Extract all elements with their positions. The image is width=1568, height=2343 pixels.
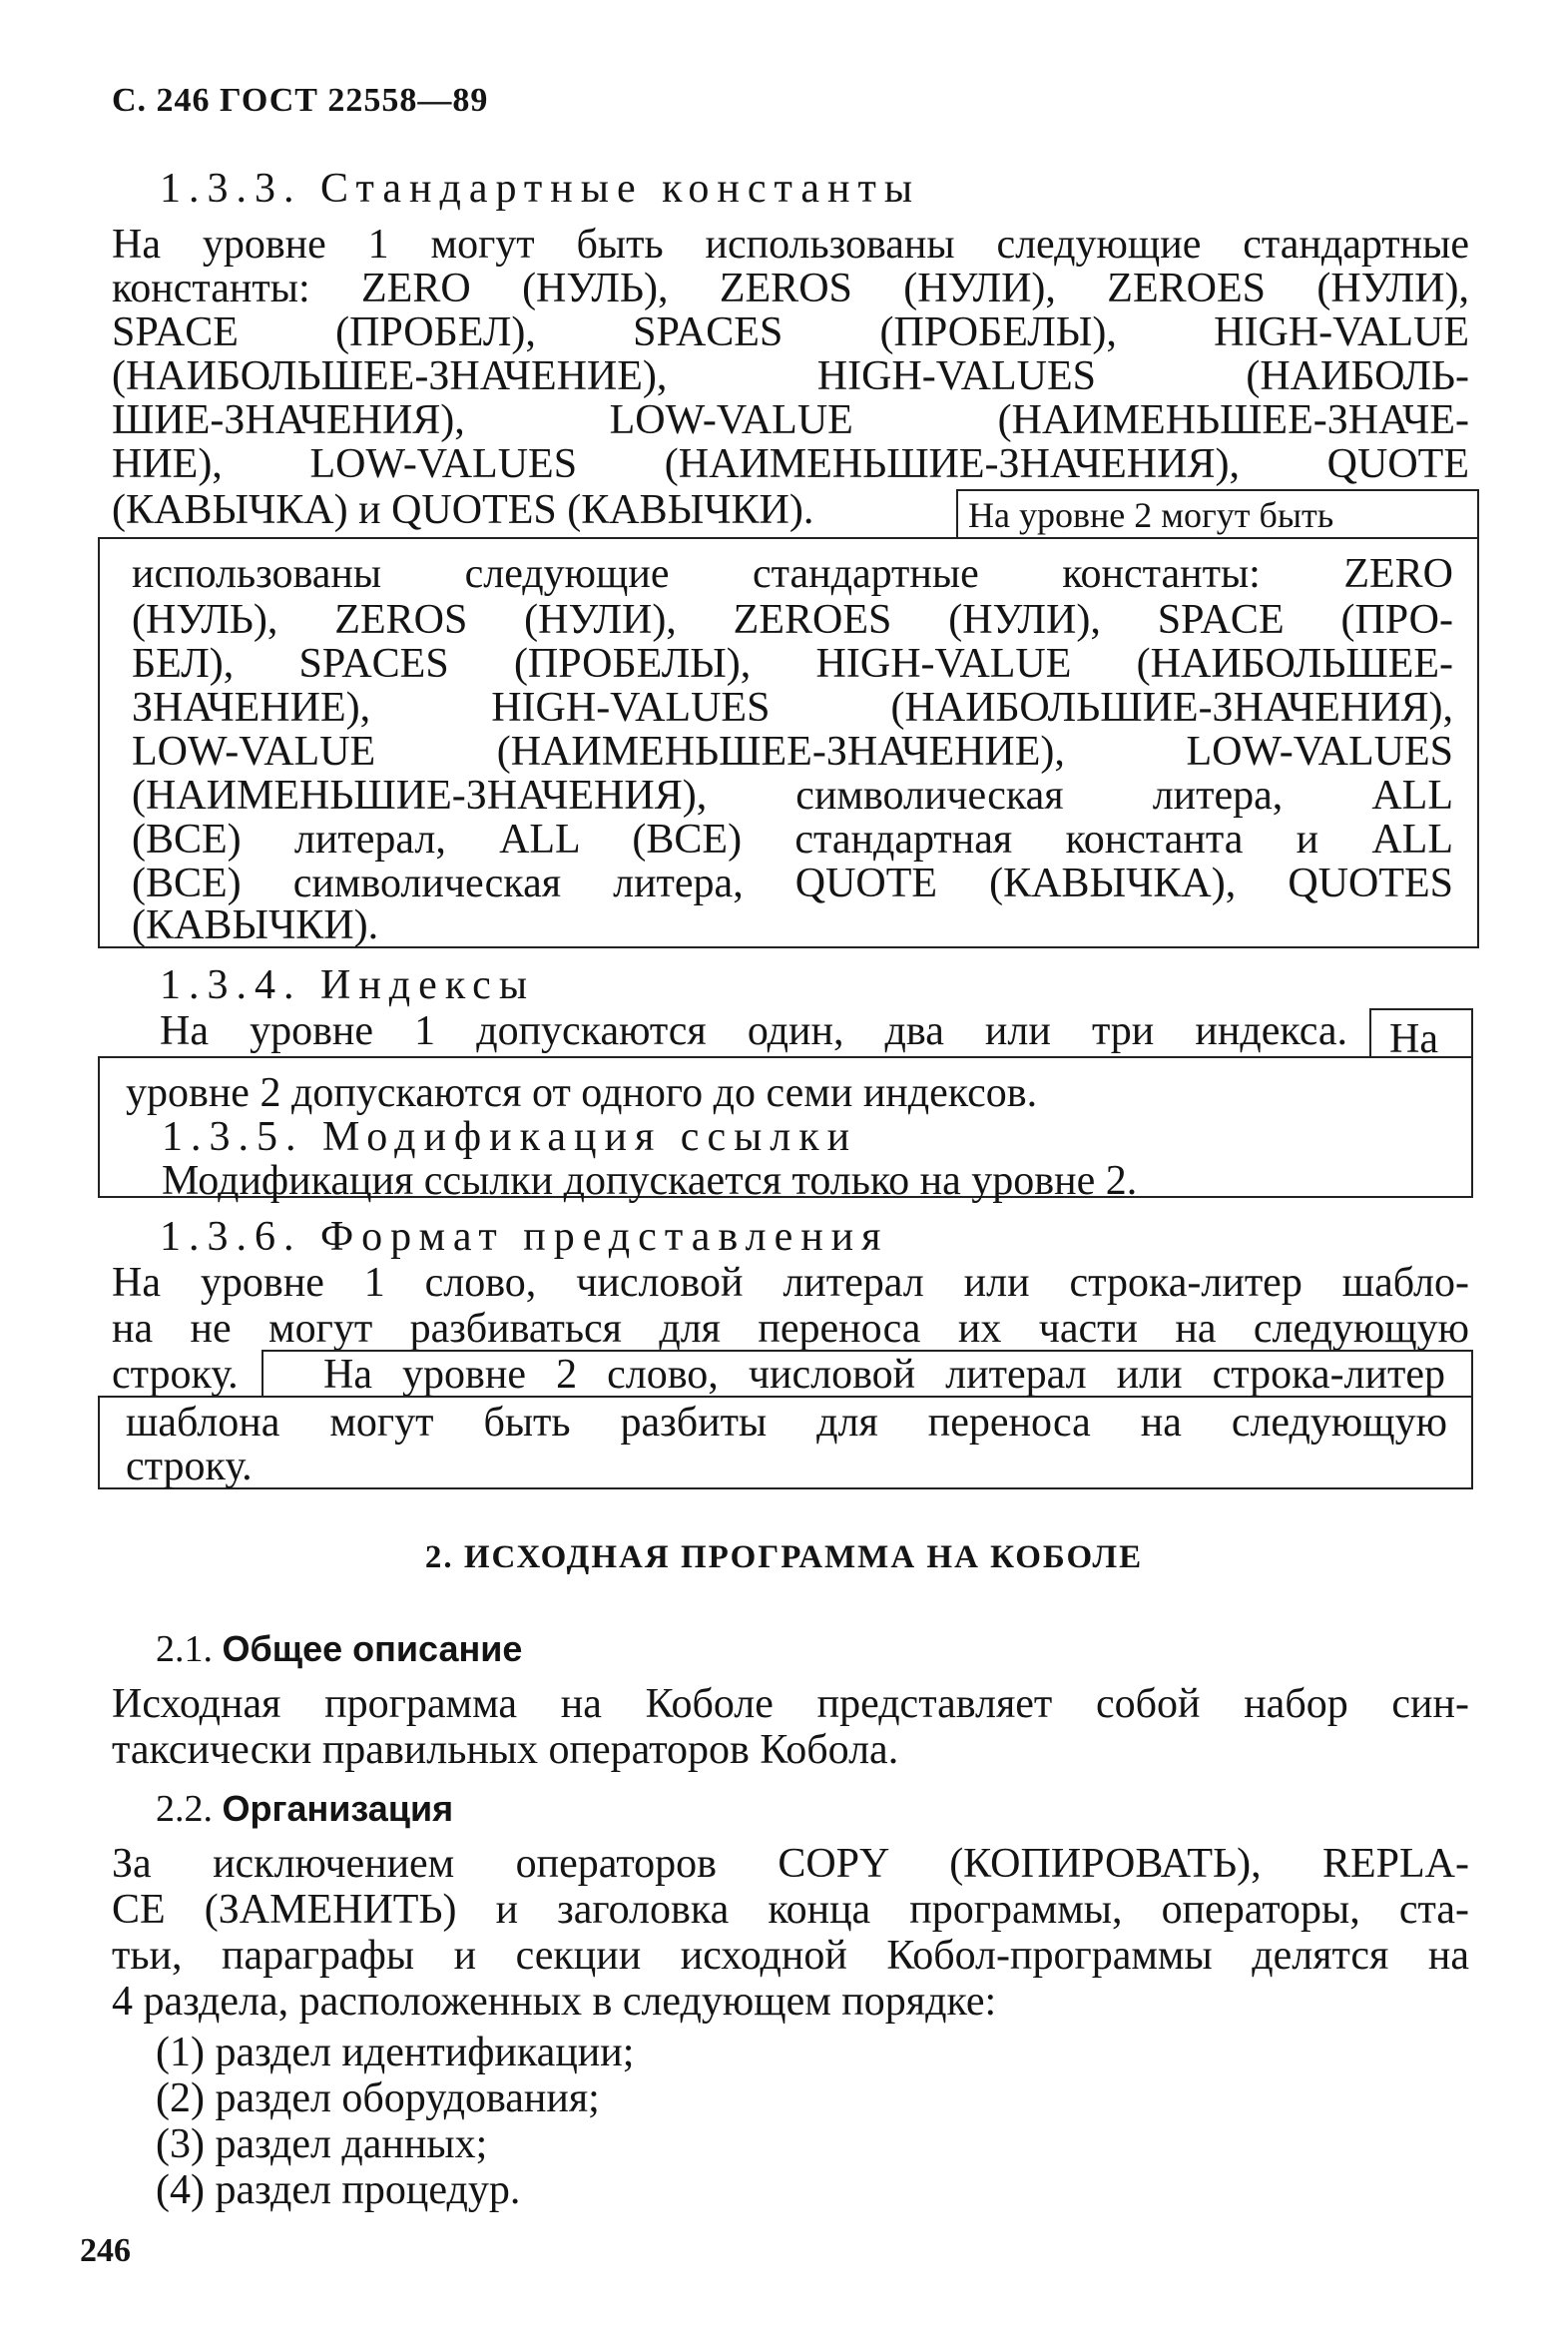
boxed-word: На [1389,1016,1438,1062]
text-line: строку. [112,1352,239,1398]
list-item: (1) раздел идентификации; [156,2030,635,2075]
page-number: 246 [80,2232,131,2269]
box-line: строку. [126,1444,253,1489]
text-line: За исключением операторов COPY (КОПИРОВАТЬ), REPLA- [112,1841,1469,1887]
list-item: (3) раздел данных; [156,2121,488,2167]
text-line: тьи, параграфы и секции исходной Кобол-программы делятся на [112,1933,1469,1979]
box-line: (НАИМЕНЬШИЕ-ЗНАЧЕНИЯ), символическая литера, ALL [132,773,1453,819]
subsection-title: Организация [222,1788,454,1829]
text-line: на не могут разбиваться для переноса их части на следующую [112,1306,1469,1352]
page-header: С. 246 ГОСТ 22558—89 [112,82,489,119]
box-line: ЗНАЧЕНИЕ), HIGH-VALUES (НАИБОЛЬШИЕ-ЗНАЧЕНИЯ), [132,685,1453,731]
text-line: НИЕ), LOW-VALUES (НАИМЕНЬШИЕ-ЗНАЧЕНИЯ), QUOTE [112,441,1469,487]
subsection-2-2-heading [156,1787,453,1831]
box-line: (ВСЕ) символическая литера, QUOTE (КАВЫЧКА), QUOTES [132,861,1453,906]
boxed-text: На уровне 2 могут быть [968,495,1334,535]
box-line: (КАВЫЧКИ). [132,902,379,948]
box-line: шаблона могут быть разбиты для переноса на следующую [126,1400,1447,1446]
level2-box-1-3-3 [98,537,1479,948]
text-line: таксически правильных операторов Кобола. [112,1727,899,1773]
text-line: 4 раздела, расположенных в следующем порядке: [112,1979,997,2025]
list-item: (2) раздел оборудования; [156,2075,600,2121]
text-line: SPACE (ПРОБЕЛ), SPACES (ПРОБЕЛЫ), HIGH-VALUE [112,309,1469,355]
section-heading-1-3-5: 1.3.5. Модификация ссылки [162,1114,858,1160]
section-heading-1-3-6: 1.3.6. Формат представления [160,1214,889,1260]
list-item: (4) раздел процедур. [156,2167,521,2213]
level2-box-1-3-4 [98,1056,1473,1204]
box-line: Модификация ссылки допускается только на уровне 2. [162,1158,1138,1204]
text-line: (НАИБОЛЬШЕЕ-ЗНАЧЕНИЕ), HIGH-VALUES (НАИБОЛЬ- [112,353,1469,399]
text-line: ШИЕ-ЗНАЧЕНИЯ), LOW-VALUE (НАИМЕНЬШЕЕ-ЗНАЧЕ- [112,397,1469,443]
box-line: уровне 2 допускаются от одного до семи индексов. [126,1070,1038,1116]
subsection-title: Общее описание [222,1628,523,1669]
box-line: (ВСЕ) литерал, ALL (ВСЕ) стандартная константа и ALL [132,817,1453,863]
level2-box-1-3-6 [98,1396,1473,1489]
boxed-text: На уровне 2 слово, числовой литерал или строка-литер [323,1352,1445,1398]
box-line: LOW-VALUE (НАИМЕНЬШЕЕ-ЗНАЧЕНИЕ), LOW-VALUES [132,729,1453,775]
text-line: CE (ЗАМЕНИТЬ) и заголовка конца программы, операторы, ста- [112,1887,1469,1933]
subsection-2-1-heading [156,1627,522,1671]
box-line: использованы следующие стандартные константы: ZERO [132,551,1453,597]
box-line: БЕЛ), SPACES (ПРОБЕЛЫ), HIGH-VALUE (НАИБОЛЬШЕЕ- [132,641,1453,687]
subsection-number: 2.1. [156,1628,213,1670]
level2-box-tab [956,489,1479,539]
text-line: (КАВЫЧКА) и QUOTES (КАВЫЧКИ). [112,487,814,533]
text-line: На уровне 1 допускаются один, два или три индекса. [160,1008,1347,1054]
section-heading-1-3-3: 1.3.3. Стандартные константы [160,166,921,212]
section-title: 2. ИСХОДНАЯ ПРОГРАММА НА КОБОЛЕ [424,1539,1144,1575]
text-line: На уровне 1 слово, числовой литерал или строка-литер шабло- [112,1260,1469,1306]
subsection-number: 2.2. [156,1788,213,1830]
text-line: Исходная программа на Коболе представляет собой набор син- [112,1681,1469,1727]
text-line: константы: ZERO (НУЛЬ), ZEROS (НУЛИ), ZEROES (НУЛИ), [112,266,1469,311]
text-line: На уровне 1 могут быть использованы следующие стандартные [112,222,1469,268]
box-line: (НУЛЬ), ZEROS (НУЛИ), ZEROES (НУЛИ), SPACE (ПРО- [132,597,1453,643]
section-heading-1-3-4: 1.3.4. Индексы [160,962,536,1008]
